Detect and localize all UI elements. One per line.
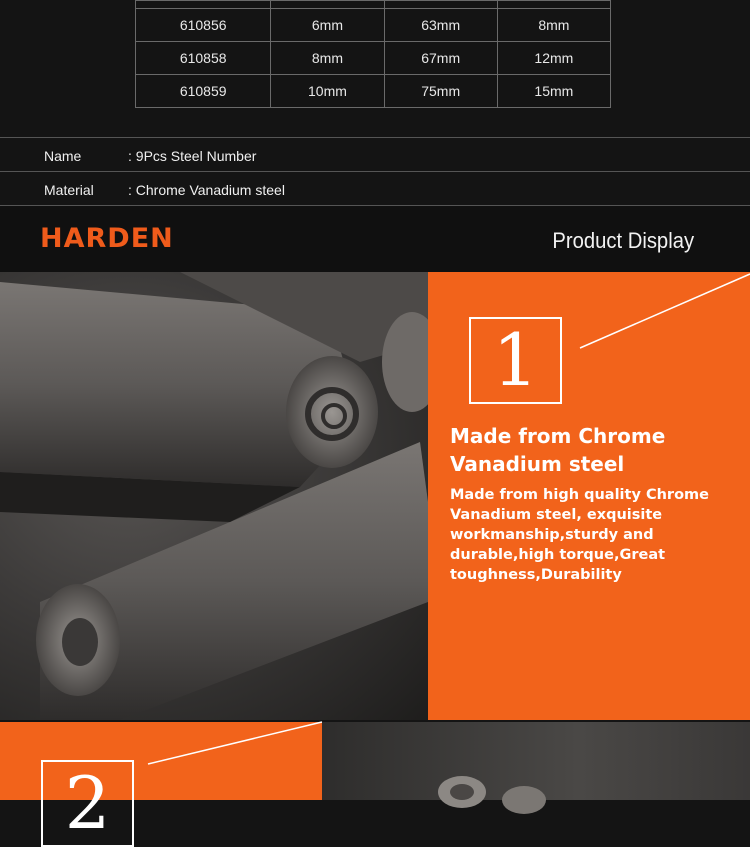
table-cell: 75mm (384, 75, 497, 108)
feature-number: 2 (64, 761, 111, 845)
table-cell: 610858 (136, 42, 271, 75)
table-cell: 67mm (384, 42, 497, 75)
name-value: : 9Pcs Steel Number (128, 148, 257, 164)
table-row (136, 9, 611, 42)
feature-number-box (41, 760, 134, 847)
table-cell: 610859 (136, 75, 271, 108)
steel-stamp-photo-2 (322, 722, 750, 800)
spec-table (135, 0, 611, 108)
feature-description: Made from high quality Chrome Vanadium steel, exquisite workmanship,sturdy and durable,high torque,Great toughness,Durability (450, 487, 709, 583)
product-display-banner (0, 205, 750, 272)
table-cell: 8mm (497, 9, 610, 42)
table-row (136, 1, 611, 9)
feature-number-box (469, 317, 562, 404)
table-cell: 10mm (271, 75, 384, 108)
info-row-material (0, 171, 750, 205)
product-display-title: Product Display (552, 228, 694, 253)
material-label: Material (44, 182, 94, 198)
steel-stamp-illustration-2 (322, 722, 750, 800)
table-cell: 6mm (271, 9, 384, 42)
steel-stamp-photo (0, 272, 428, 720)
table-cell: 12mm (497, 42, 610, 75)
feature-panel-2 (0, 722, 322, 845)
harden-logo: HARDEN (40, 223, 174, 254)
table-row (136, 75, 611, 108)
table-cell: 63mm (384, 9, 497, 42)
info-row-name (0, 137, 750, 171)
steel-stamp-illustration (0, 272, 428, 720)
feature-panel-1 (428, 272, 750, 720)
material-value: : Chrome Vanadium steel (128, 182, 285, 198)
feature-title: Made from Chrome Vanadium steel (450, 424, 666, 476)
table-cell: 15mm (497, 75, 610, 108)
feature-number: 1 (492, 318, 539, 402)
name-label: Name (44, 148, 82, 164)
table-cell: 8mm (271, 42, 384, 75)
table-row (136, 42, 611, 75)
table-cell: 610856 (136, 9, 271, 42)
